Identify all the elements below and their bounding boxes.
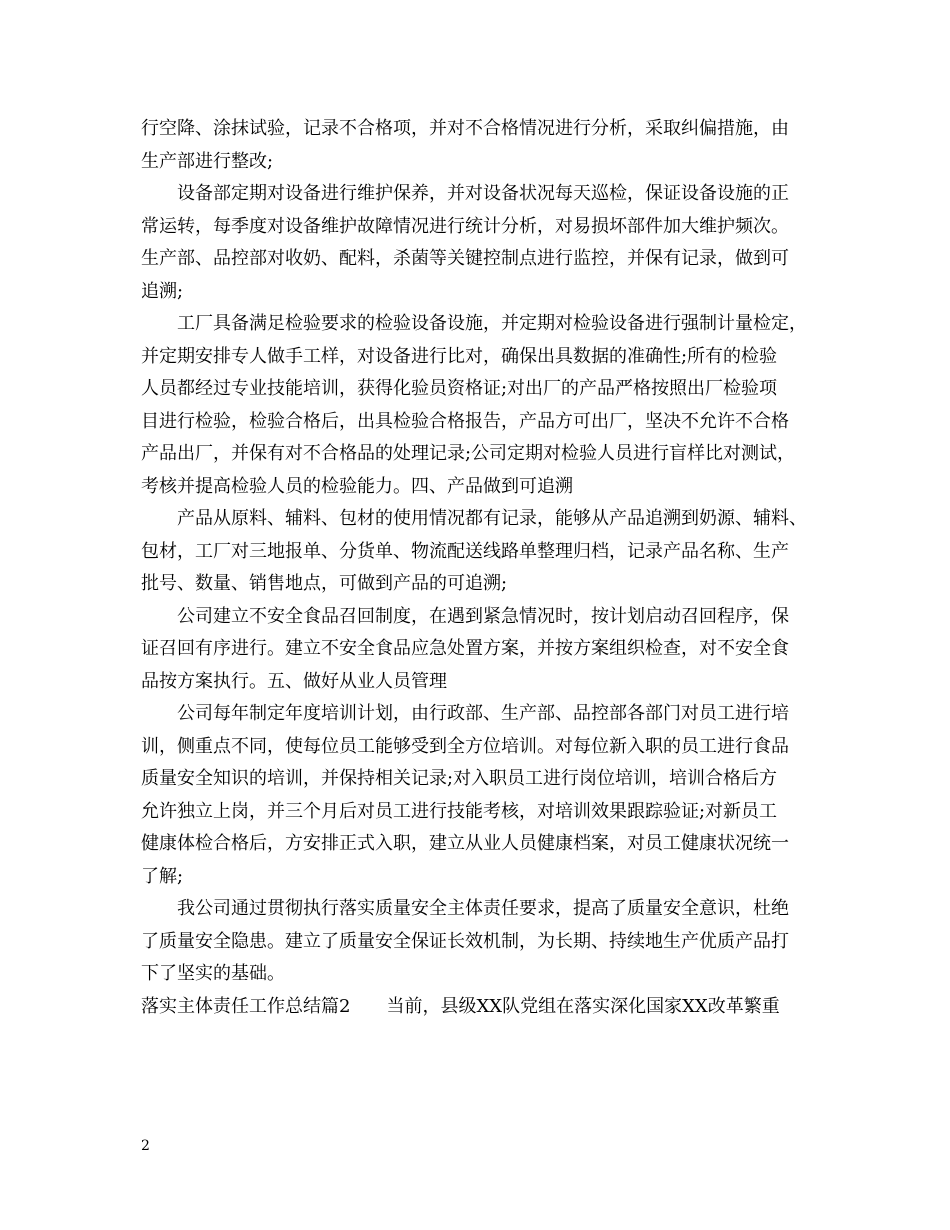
text-line: 了解;	[141, 865, 184, 887]
text-line: 下了坚实的基础。	[141, 963, 285, 984]
text-line: 常运转，每季度对设备维护故障情况进行统计分析，对易损坏部件加大维护频次。	[141, 215, 789, 237]
text-line: 公司建立不安全食品召回制度，在遇到紧急情况时，按计划启动召回程序，保	[177, 605, 789, 627]
text-line: 我公司通过贯彻执行落实质量安全主体责任要求，提高了质量安全意识，杜绝	[177, 898, 789, 919]
text-line: 批号、数量、销售地点，可做到产品的可追溯;	[141, 573, 508, 594]
text-line: 证召回有序进行。建立不安全食品应急处置方案，并按方案组织检查，对不安全食	[141, 638, 789, 659]
document-body	[141, 113, 831, 1023]
text-line: 人员都经过专业技能培训，获得化验员资格证;对出厂的产品严格按照出厂检验项	[141, 378, 778, 399]
page-number: 2	[141, 1138, 150, 1154]
text-line: 考核并提高检验人员的检验能力。四、产品做到可追溯	[141, 475, 573, 497]
text-line: 并定期安排专人做手工样，对设备进行比对，确保出具数据的准确性;所有的检验	[141, 345, 778, 367]
text-line: 追溯;	[141, 280, 184, 302]
text-line: 目进行检验，检验合格后，出具检验合格报告，产品方可出厂，坚决不允许不合格	[141, 410, 789, 432]
text-line: 工厂具备满足检验要求的检验设备设施，并定期对检验设备进行强制计量检定，	[177, 313, 807, 334]
text-line: 生产部、品控部对收奶、配料，杀菌等关键控制点进行监控，并保有记录，做到可	[141, 248, 789, 269]
text-line: 公司每年制定年度培训计划，由行政部、生产部、品控部各部门对员工进行培	[177, 703, 789, 724]
text-line: 产品出厂，并保有对不合格品的处理记录;公司定期对检验人员进行盲样比对测试，	[141, 443, 796, 464]
text-line: 训，侧重点不同，使每位员工能够受到全方位培训。对每位新入职的员工进行食品	[141, 735, 789, 757]
text-line: 设备部定期对设备进行维护保养，并对设备状况每天巡检，保证设备设施的正	[177, 183, 789, 204]
text-line: 品按方案执行。五、做好从业人员管理	[141, 670, 447, 692]
text-line: 质量安全知识的培训，并保持相关记录;对入职员工进行岗位培训，培训合格后方	[141, 768, 778, 789]
text-line: 了质量安全隐患。建立了质量安全保证长效机制，为长期、持续地生产优质产品打	[141, 930, 789, 952]
text-line: 健康体检合格后，方安排正式入职，建立从业人员健康档案，对员工健康状况统一	[141, 833, 789, 854]
text-line: 包材，工厂对三地报单、分货单、物流配送线路单整理归档，记录产品名称、生产	[141, 540, 789, 562]
text-line: 产品从原料、辅料、包材的使用情况都有记录，能够从产品追溯到奶源、辅料、	[177, 508, 807, 529]
text-line: 行空降、涂抹试验，记录不合格项，并对不合格情况进行分析，采取纠偏措施，由	[141, 118, 789, 139]
text-line: 落实主体责任工作总结篇2 当前，县级XX队党组在落实深化国家XX改革繁重	[141, 995, 780, 1017]
text-line: 允许独立上岗，并三个月后对员工进行技能考核，对培训效果跟踪验证;对新员工	[141, 800, 778, 822]
text-line: 生产部进行整改;	[141, 150, 274, 172]
